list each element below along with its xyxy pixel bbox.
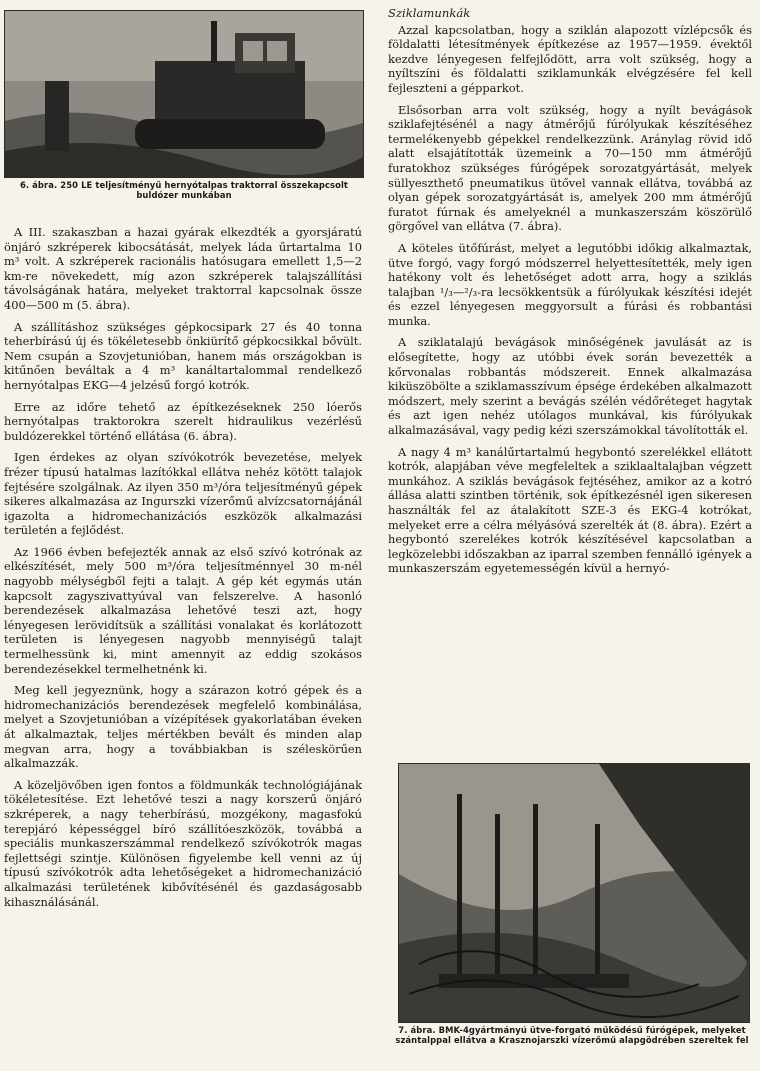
paragraph: A szállításhoz szükséges gépkocsipark 27 és 40 tonna teherbírású új és tökéletesebb önkiürítő gépkocsikkal bővült. Nem csupán a Szovjetunióban, hanem más országokban is kitűnően beváltak a 4 m³ kanáltartalommal rendelkező hernyótalpas EKG—4 jelzésű forgó kotrók. (4, 319, 362, 392)
paragraph: A nagy 4 m³ kanálűrtartalmú hegybontó szerelékkel ellátott kotrók, alapjában véve megfeleltek a sziklaaltalajban végzett munkához. A sziklás bevágások fejtéséhez, amikor az a kotró állása alatti szintben történik, sok építkezésnél igen sikeresen használták fel az átalakított SZE-3 és EKG-4 kotrókat, melyeket erre a célra mélyásóvá szerelték át (8. ábra). Ezért a hegybontó szerelékes kotrók készítésével kapcsolatban a legközelebbi időszakban az iparral szemben fennálló igények a munkaszerszám egyetemességén kívül a hernyó- (388, 444, 752, 576)
paragraph: A sziklatalajú bevágások minőségének javulását az is elősegítette, hogy az utóbbi évek során bevezették a kőrvonalas robbantás módszereit. Ennek alkalmazása kiküszöbölte a sziklamasszívum épsége érdekében alkalmazott módszert, mely szerint a bevágás szélén védőréteget hagytak és azt igen nehéz utólagos munkával, kis fúrólyukak alkalmazásával, vagy pedig kézi szerszámokkal távolították el. (388, 335, 752, 438)
figure-6-caption: 6. ábra. 250 LE teljesítményű hernyótalpas traktorral összekapcsolt buldózer munkában (19, 180, 349, 200)
right-body-text (388, 6, 752, 583)
drilling-machines-image (399, 764, 749, 1022)
section-heading: Sziklamunkák (388, 6, 471, 20)
paragraph: Az 1966 évben befejezték annak az első szívó kotrónak az elkészítését, mely 500 m³/óra teljesítménnyel 30 m-nél nagyobb mélységből fejti a talajt. A gép két egymás után kapcsolt zagyszivattyúval van felszerelve. A hasonló berendezések alkalmazása lehetővé teszi azt, hogy lényegesen lerövidítsük a szállítási vonalakat és korlátozott területen is lényegesen nagyobb mennyiségű talajt termelhessünk ki, mint amennyit az eddig szokásos berendezésekkel termelhetnénk ki. (4, 544, 362, 676)
figure-7-photo (398, 763, 750, 1023)
paragraph: Meg kell jegyeznünk, hogy a szárazon kotró gépek és a hidromechanizációs berendezések megfelelő kombinálása, melyet a Szovjetunióban a vízépítések gyakorlatában éveken át alkalmaztak, teljes mértékben bevált és minden alap megvan arra, hogy a továbbiakban is széleskörűen alkalmazzák. (4, 683, 362, 771)
paragraph: A köteles ütőfúrást, melyet a legutóbbi időkig alkalmaztak, ütve forgó, vagy forgó módszerrel helyettesítették, mely igen hatékony volt és lehetőséget adott arra, hogy a sziklás talajban ¹/₃—²/₃-ra lecsökkentsük a fúrólyukak készítési idejét és ezzel lényegesen meggyorsult a fúrási és robbantási munka. (388, 240, 752, 328)
paragraph: Erre az időre tehető az építkezéseknek 250 lóerős hernyótalpas traktorokra szerelt hidraulikus vezérlésű buldózerekkel történő ellátása (6. ábra). (4, 399, 362, 443)
paragraph: A III. szakaszban a hazai gyárak elkezdték a gyorsjáratú önjáró szkréperek kibocsátását, melyek láda űrtartalma 10 m³ volt. A szkréperek racionális hatósugara emellett 1,5—2 km-re növekedett, míg azon szkréperek talajszállítási távolságának határa, melyeket traktorral kapcsolnak össze 400—500 m (5. ábra). (4, 225, 362, 312)
paragraph: Azzal kapcsolatban, hogy a sziklán alapozott vízlépcsők és földalatti létesítmények építkezése az 1957—1959. évektől kezdve lényegesen felfejlődött, arra volt szükség, hogy a nyíltszíni és földalatti sziklamunkák elvégzésére fel kell fejleszteni a gépparkot. (388, 22, 752, 95)
figure-7-caption: 7. ábra. BMK-4gyártmányú ütve-forgató működésű fúrógépek, melyeket szántalppal ellátva a Krasznojarszki vízerőmű alapgödrében szereltek fel (395, 1025, 749, 1045)
bulldozer-image (5, 11, 363, 177)
paragraph: A közeljövőben igen fontos a földmunkák technológiájának tökéletesítése. Ezt lehetővé teszi a nagy korszerű önjáró szkréperek, a nagy teherbírású, mozgékony, magasfokú terepjáró képességgel bíró szállítóeszközök, továbbá a speciális munkaszerszámmal rendelkező szívókotrók magas fejlettségi szintje. Különösen figyelembe kell venni az új típusú szívókotrók adta lehetőségeket a hidromechanizáció alkalmazási területének kibővítésénél és gazdaságosabb kihasználásánál. (4, 777, 362, 909)
figure-6-photo (4, 10, 364, 178)
paragraph: Igen érdekes az olyan szívókotrók bevezetése, melyek frézer típusú hatalmas lazítókkal ellátva nehéz kötött talajok fejtésére szolgálnak. Az ilyen 350 m³/óra teljesítményű gépek sikeres alkalmazása az Ingurszki vízerőmű alvízcsatornájánál igazolta a hidromechanizációs eszközök alkalmazási területén a fejlődést. (4, 450, 362, 538)
left-body-text (4, 225, 362, 916)
paragraph: Elsősorban arra volt szükség, hogy a nyílt bevágások sziklafejtésénél a nagy átmérőjű fúrólyukak készítéséhez termelékenyebb gépekkel rendelkezzünk. Aránylag rövid idő alatt elsajátították üzemeink a 70—150 mm átmérőjű furatokhoz szükséges fúrógépek sorozatgyártását, melyek süllyeszthető pneumatikus ütővel vannak ellátva, továbbá az olyan gépek sorozatgyártását is, amelyek 200 mm átmérőjű furatot fúrnak és amelyeknél a munkaszerszám köszörülő görgővel van ellátva (7. ábra). (388, 102, 752, 234)
